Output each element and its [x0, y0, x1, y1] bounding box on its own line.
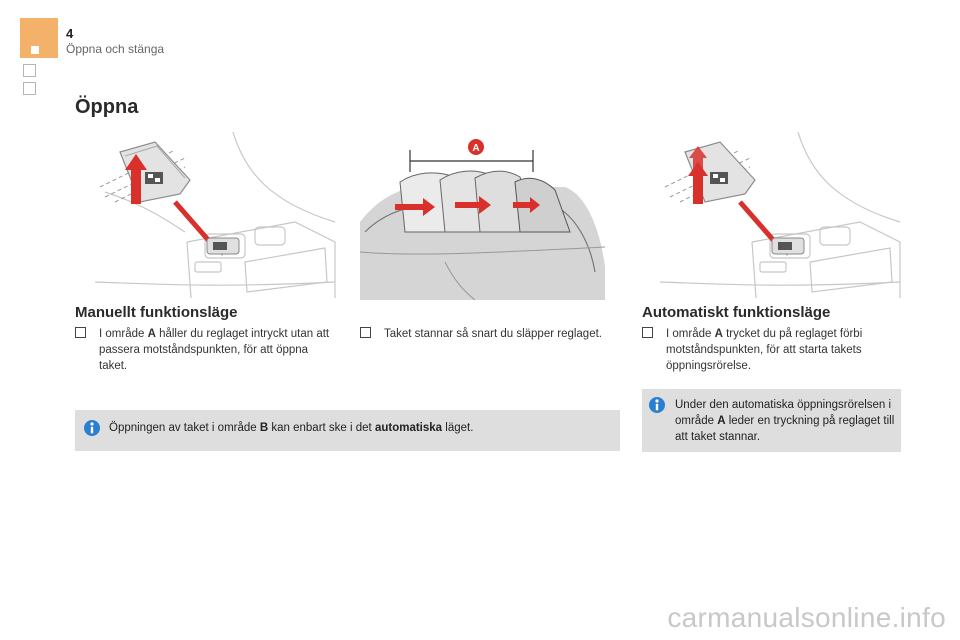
page-heading: Öppna	[75, 96, 139, 118]
info-automatic-post: leder en tryckning på reglaget till att taket stannar.	[675, 415, 895, 443]
automatic-switch-illustration	[660, 132, 902, 298]
bullet-box-icon	[75, 327, 86, 338]
info-manual-mid: kan enbart ske i det	[268, 422, 375, 434]
manual-bullet-1-post: håller du reglaget intryckt utan att passera motståndspunkten, för att öppna taket.	[99, 328, 330, 372]
info-manual-bold-auto: automatiska	[374, 422, 443, 434]
figure-label: A	[472, 143, 480, 154]
manual-mode-heading: Manuellt funktionsläge	[75, 304, 238, 321]
info-manual-post: läget.	[442, 422, 474, 434]
info-manual-pre: Öppningen av taket i område	[109, 422, 260, 434]
manual-switch-illustration	[95, 132, 337, 298]
info-box-manual	[75, 410, 620, 451]
manual-bullet-1-pre: I område	[99, 328, 148, 340]
page-number-badge	[20, 18, 58, 58]
automatic-mode-heading: Automatiskt funktionsläge	[642, 304, 831, 321]
automatic-bullet-1-text	[666, 326, 898, 374]
info-automatic-text	[675, 397, 897, 445]
page-number: 4	[66, 26, 74, 41]
automatic-bullet-1-bold: A	[714, 328, 723, 340]
info-manual-bold-b: B	[259, 422, 269, 434]
section-title: Öppna och stänga	[66, 42, 165, 56]
manual-bullet-1	[75, 326, 340, 376]
manual-bullet-1-text	[99, 326, 335, 374]
badge-dot	[31, 46, 39, 54]
info-icon	[84, 420, 100, 438]
site-watermark: carmanualsonline.info	[667, 602, 946, 633]
manual-bullet-2-text: Taket stannar så snart du släpper reglaget.	[384, 328, 602, 340]
side-marker-1	[23, 64, 36, 77]
bullet-box-icon	[642, 327, 653, 338]
info-automatic-pre: Under den automatiska öppningsrörelsen i område	[675, 399, 892, 427]
automatic-bullet-1-post: trycket du på reglaget förbi motståndspunkten, för att starta takets öppningsrörelse.	[666, 328, 863, 372]
manual-bullet-1-bold: A	[147, 328, 156, 340]
info-automatic-bold: A	[717, 415, 726, 427]
info-box-automatic	[642, 389, 901, 452]
info-manual-text	[109, 420, 614, 436]
info-icon	[649, 397, 665, 415]
manual-bullet-2	[360, 326, 622, 346]
bullet-box-icon	[360, 327, 371, 338]
side-marker-2	[23, 82, 36, 95]
automatic-bullet-1-pre: I område	[666, 328, 715, 340]
roof-opening-illustration	[355, 132, 610, 300]
automatic-bullet-1	[642, 326, 902, 376]
